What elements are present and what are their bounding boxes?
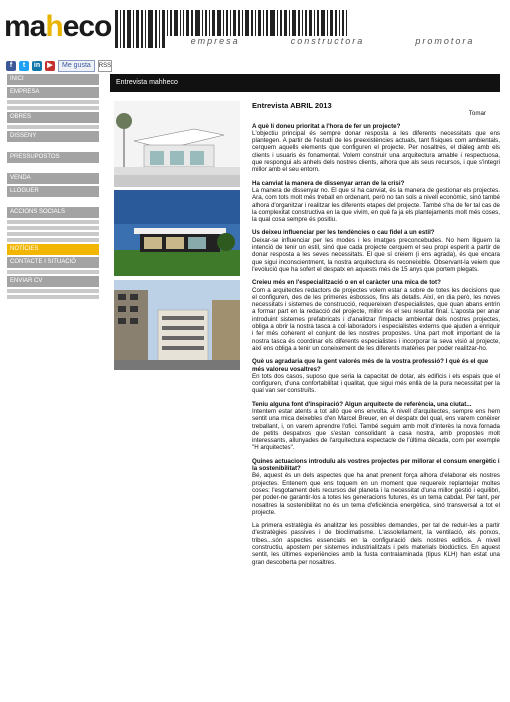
social-bar [6,60,112,72]
nav-divider [7,106,99,110]
question-7: Quines actuacions introduïu als vostres projectes per millorar el consum energètic i la sostenibilitat? [252,457,500,473]
youtube-icon[interactable]: ▶ [45,61,55,71]
nav-item-venda[interactable]: VENDA [7,173,99,184]
nav-item-lloguer[interactable]: LLOGUER [7,186,99,197]
barcode-stripe [145,10,146,48]
logo-part-1: ma [4,10,46,43]
logo-part-2: h [45,10,63,43]
nav-item-obres[interactable]: OBRES [7,112,99,123]
question-4: Creieu més en l'especialització o en el caràcter una mica de tot? [252,279,441,287]
nav-divider [7,295,99,299]
nav-item-enviar-cv[interactable]: ENVIAR CV [7,276,99,287]
nav-divider [7,289,99,293]
logo-text [4,10,111,44]
nav-item-inici[interactable]: INICI [7,74,99,85]
answer-5: En tots dos casos, suposo que seria la capacitat de dotar, als edificis i els espais que el configuren, d'una confortabilitat i qualitat, que sigui més enllà de la pura necessitat per la qual van ser construïts. [252,372,500,395]
linkedin-icon[interactable]: in [33,62,41,69]
question-1: A què li doneu prioritat a l'hora de fer un projecte? [252,122,401,130]
answer-3: Deixar-se influenciar per les modes i les imatges preconcebudes. No hem lliguem la intenció de tenir un estil, sinó que cada projecte cerquem el seu propi esperit a partir de donar resposta a les seves necessitats. El que sí creiem (i ens agrada), és que encara que sigui inconscientment, la nostra arquitectura és reconeixible. Observant-la veiem que l'evolució que ha sofert el despatx en aquests més de 15 anys que portem plegats. [252,236,500,273]
twitter-icon[interactable]: t [19,61,29,71]
barcode-stripe [155,10,157,48]
article [252,102,500,572]
barcode-stripe [159,10,160,48]
rss-icon[interactable]: RSS [98,60,112,72]
facebook-icon[interactable]: f [6,61,16,71]
nav-item-contacte[interactable]: CONTACTE I SITUACIÓ [7,257,99,268]
barcode-stripe [148,10,153,48]
barcode-stripe [115,10,118,48]
barcode-stripe [120,10,121,48]
nav-item-accions-socials[interactable]: ACCIONS SOCIALS [7,207,99,218]
nav-divider [7,232,99,236]
question-3: Us deixeu influenciar per les tendències o cau fidel a un estil? [252,229,435,237]
barcode-stripe [123,10,125,48]
like-button[interactable]: Me gusta [58,60,95,72]
barcode-stripe [141,10,143,48]
answer-4: Com a arquitectes redactors de projectes volem estar a sobre de totes les decisions que el configuren, des de les primeres esbossos, fins als detalls. Així, en dia però, les noves necessitats i sistemes de construcció, requereixen d'especialistes, que quan abans entrin a formar part en la redacció del projecte, millor és el seu resultat final. L'aposta per anar introduint sistemes prefabricats i d'analitzar l'impacte ambiental dels nostres projectes, obliga a obrir la nostra tasca a col·laboradors i especialistes externs que ajuden a enriquir i fer més coherent el conjunt de les nostres propostes. Una part molt important de la nostra tasca és coordinar els diferents especialistes i incorporar la seva visió al projecte, així ens obliga a tenir un coneixement de les diferents matèries per poder realitzar-ho. [252,286,500,352]
nav-divider [7,100,99,104]
sidebar-nav [7,74,99,301]
question-6: Teniu alguna font d'inspiració? Algun arquitecte de referència, una ciutat... [252,400,472,408]
header-tagline [165,36,500,48]
nav-divider [7,220,99,224]
tagline-promotora: promotora [415,36,475,46]
building-render-image-2 [114,190,240,276]
barcode-stripe [127,10,131,48]
nav-divider [7,238,99,242]
answer-7: Bé, aquest és un dels aspectes que ha anat prenent força alhora d'elaborar els nostres projectes. Entenem que ens toquem en un moment que requereix replantejar moltes coses: l'esgotament dels recursos del planeta i la necessitat d'una millor gestió i equilibri, per poder-ne garantir-los a totes les generacions futures, és un tema cabdal. Per tant, per nosaltres la sostenibilitat no és un tema d'eficiència energètica, sinó transversal a tot el projecte. [252,472,500,516]
nav-item-disseny[interactable]: DISSENY [7,131,99,142]
answer-1: L'objectiu principal és sempre donar resposta a les diferents necessitats que ens plantegen. A partir de l'estudi de les preexistències actuals, tant físiques com ambientals, cerquem aquells elements que configuren el projecte. Per nosaltres, el diàleg amb els clients i usuaris és fonamental. Volem construir una arquitectura amable i respectuosa, que respongui als anhels dels nostres clients, alhora que als seus recursos, i que s'integri millor amb el seu entorn. [252,129,500,174]
nav-item-noticies[interactable]: NOTÍCIES [7,244,99,255]
question-2: Ha canviat la manera de dissenyar arran de la crisi? [252,179,405,187]
article-author: Tomar [468,110,486,118]
nav-item-pressupostos[interactable]: PRESSUPOSTOS [7,152,99,163]
logo-part-3: eco [62,10,112,43]
answer-6: Intentem estar atents a tot allò que ens envolta. A nivell d'arquitectes, sempre ens hem sentit una mica deixebles d'en Marcel Breuer, en el despatx del qual, ens varem conèixer treballant, i, on varem aprendre l'ofici. També seguim amb molt d'interès la nova fornada de petits despatxos que s'estan consolidant a casa nostra, amb propostes molt interessants, allunyades de l'arquitectura espectacle de l'última dècada, com per exemple "H arquitectes". [252,407,500,452]
nav-divider [7,125,99,129]
nav-item-empresa[interactable]: EMPRESA [7,87,99,98]
logo[interactable] [4,6,112,44]
answer-7-continued: La primera estratègia és analitzar les possibles demandes, per tal de reduir-les a partir d'estratègies passives i de bioclimatisme. L'assolellament, la ventilació, els porxos, tribes...són aspectes essencials en la configuració dels nostres edificis. A nivell constructiu, apostem per sistemes industrialitzats i pels materials biodúctics. En aquest sentit, les últimes experiències amb la fusta contralaminada (tipus KLH) han estat una gran descoberta per nosaltres. [252,522,500,566]
tagline-empresa: empresa [190,36,240,46]
tagline-constructora: constructora [290,36,365,46]
answer-2: La manera de dissenyar no. El que sí ha canviat, és la manera de gestionar els projectes. Ara, com tots molt més treball en ordenant, però no tan sols a nivell econòmic, sinó també alhora d'organitzar i realitzar les diferents etapes del projecte. També s'ha de fer tal cas de la complexitat constructiva en la que vivim, en què fa ja els plantejaments molt més coses, la qual cosa sempre és positiu. [252,186,500,224]
building-render-image-1 [114,101,240,187]
section-title: Entrevista mahheco [110,74,500,92]
question-5: Què us agradaria que la gent valorés més de la vostra professió? I què és el que més valoreu vosaltres? [252,358,489,373]
barcode-stripe [133,10,134,48]
barcode-stripe [136,10,139,48]
building-render-image-3 [114,280,240,370]
nav-divider [7,226,99,230]
nav-divider [7,270,99,274]
article-title: Entrevista ABRIL 2013 [252,101,332,110]
